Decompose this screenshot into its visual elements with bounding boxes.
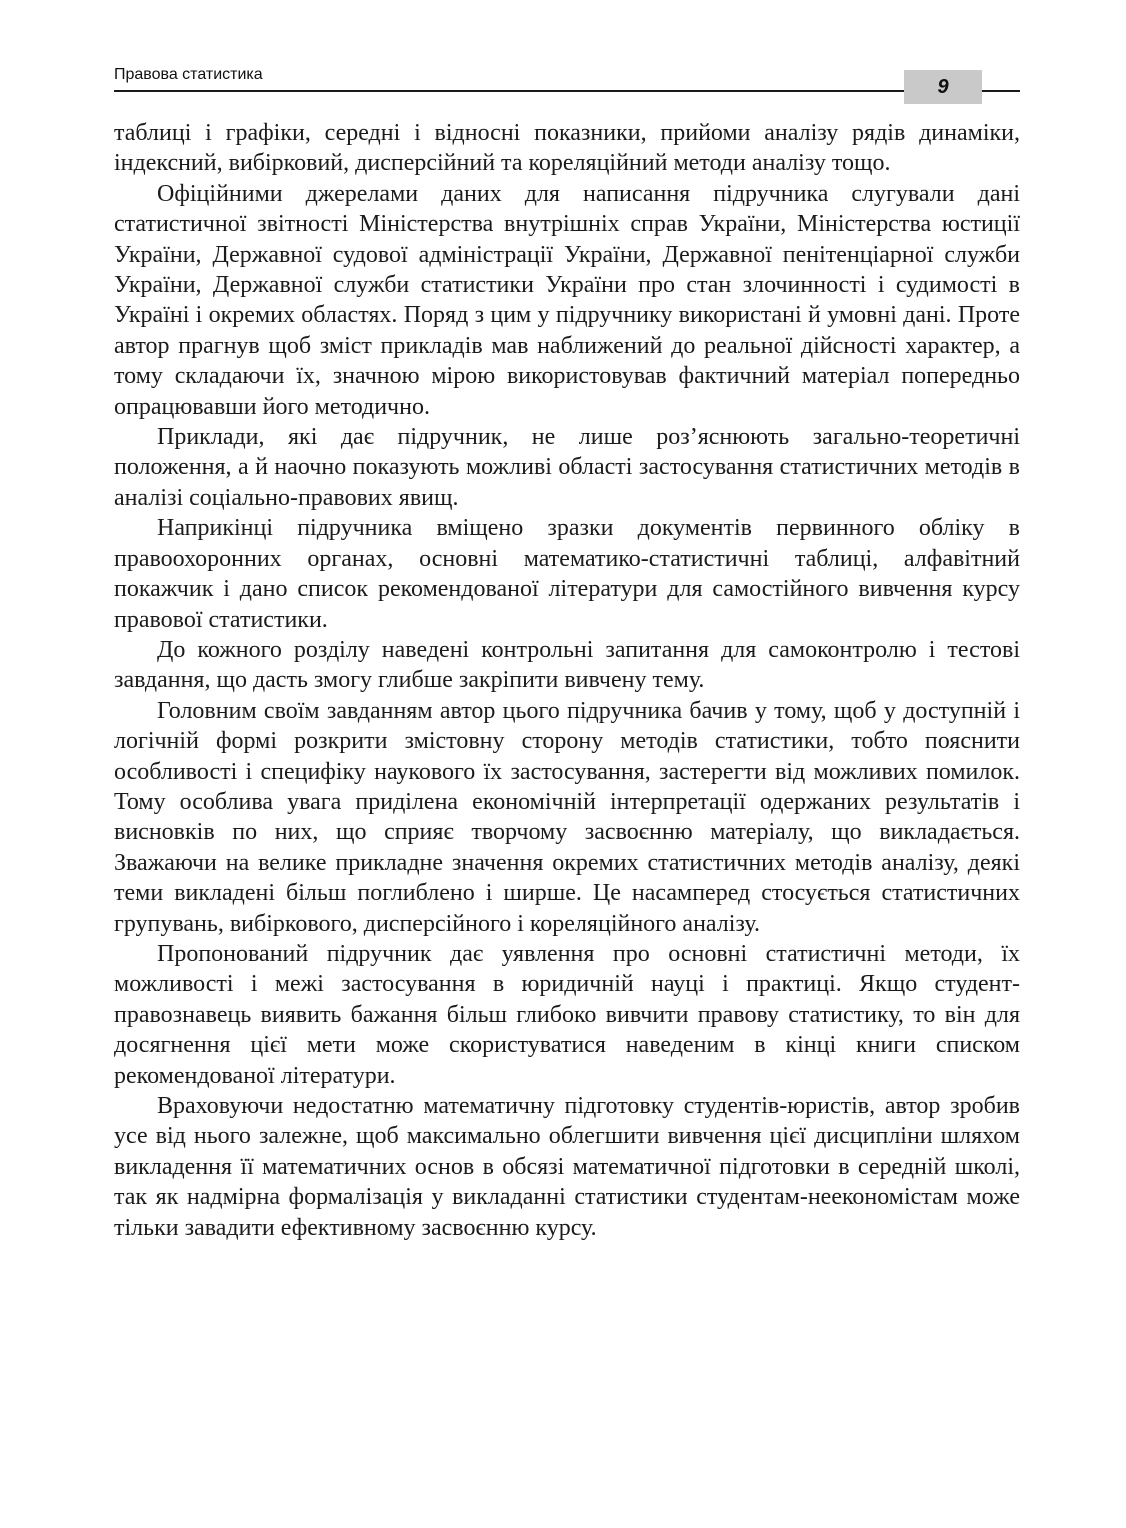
- paragraph: Приклади, які дає підручник, не лише роз’яснюють загально-теоретичні положення, а й наочно показують можливі області застосування статистичних методів в аналізі соціально-правових явищ.: [114, 424, 1020, 511]
- paragraph-continued: таблиці і графіки, середні і відносні показники, прийоми аналізу рядів динаміки, індексний, вибірковий, дисперсійний та кореляційний методи аналізу тощо.: [114, 120, 1020, 177]
- paragraph: Головним своїм завданням автор цього підручника бачив у тому, щоб у доступній і логічній формі розкрити змістовну сторону методів статистики, тобто пояснити особливості і специфіку наукового їх застосування, застерегти від можливих помилок. Тому особлива увага приділена економічній інтерпретації одержаних результатів і висновків по них, що сприяє творчому засвоєнню матеріалу, що викладається. Зважаючи на велике прикладне значення окремих статистичних методів аналізу, деякі теми викладені більш поглиблено і ширше. Це насамперед стосується статистичних групувань, вибіркового, дисперсійного і кореляційного аналізу.: [114, 697, 1020, 937]
- header-rule: [114, 90, 1020, 92]
- paragraph: Враховуючи недостатню математичну підготовку студентів-юристів, автор зробив усе від нього залежне, щоб максимально облегшити вивчення цієї дисципліни шляхом викладення її математичних основ в обсязі математичної підготовки в середній школі, так як надмірна формалізація у викладанні статистики студентам-неекономістам може тільки завадити ефективному засвоєнню курсу.: [114, 1093, 1020, 1241]
- running-head: [114, 60, 1020, 104]
- page-number: 9: [904, 70, 982, 104]
- body-text: [114, 118, 1020, 1243]
- paragraph: До кожного розділу наведені контрольні запитання для самоконтролю і тестові завдання, що дасть змогу глибше закріпити вивчену тему.: [114, 636, 1020, 694]
- running-head-title: Правова статистика: [114, 66, 263, 83]
- paragraph: Наприкінці підручника вміщено зразки документів первинного обліку в правоохоронних органах, основні математико-статистичні таблиці, алфавітний покажчик і дано список рекомендованої літератури для самостійного вивчення курсу правової статистики.: [114, 515, 1020, 633]
- paragraph: Офіційними джерелами даних для написання підручника слугували дані статистичної звітності Міністерства внутрішніх справ України, Міністерства юстиції України, Державної судової адміністрації України, Державної пенітенціарної служби України, Державної служби статистики України про стан злочинності і судимості в Україні і окремих областях. Поряд з цим у підручнику використані й умовні дані. Проте автор прагнув щоб зміст прикладів мав наближений до реальної дійсності характер, а тому складаючи їх, значною мірою використовував фактичний матеріал попередньо опрацювавши його методично.: [114, 180, 1020, 420]
- paragraph: Пропонований підручник дає уявлення про основні статистичні методи, їх можливості і межі застосування в юридичній науці і практиці. Якщо студент-правознавець виявить бажання більш глибоко вивчити правову статистику, то він для досягнення цієї мети може скористуватися наведеним в кінці книги списком рекомендованої літератури.: [114, 940, 1020, 1089]
